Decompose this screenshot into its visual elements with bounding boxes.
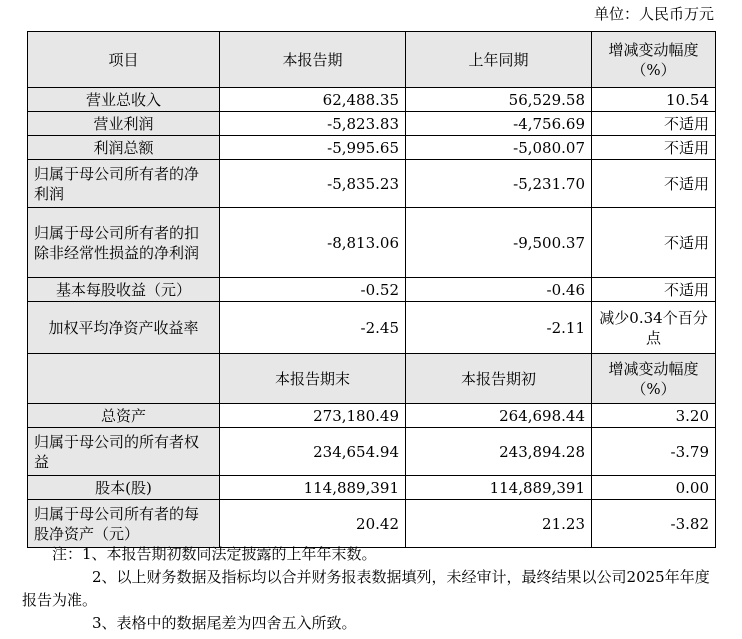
header-change-pct: 增减变动幅度 （%） (592, 354, 716, 404)
current-value: 62,488.35 (220, 88, 406, 112)
row-label: 归属于母公司所有者的扣除非经常性损益的净利润 (28, 208, 220, 278)
current-value: -2.45 (220, 302, 406, 354)
row-label: 归属于母公司所有者的净利润 (28, 160, 220, 208)
header-change-pct: 增减变动幅度 （%） (592, 32, 716, 88)
prior-value: -5,080.07 (406, 136, 592, 160)
prior-value: 264,698.44 (406, 404, 592, 428)
row-label: 营业利润 (28, 112, 220, 136)
row-label: 利润总额 (28, 136, 220, 160)
prior-value: -9,500.37 (406, 208, 592, 278)
current-value: 114,889,391 (220, 476, 406, 500)
change-value: 不适用 (592, 278, 716, 302)
current-value: 234,654.94 (220, 428, 406, 476)
header-period-start: 本报告期初 (406, 354, 592, 404)
table-row (28, 302, 716, 354)
change-value: 10.54 (592, 88, 716, 112)
prior-value: 21.23 (406, 500, 592, 548)
current-value: 20.42 (220, 500, 406, 548)
row-label: 归属于母公司所有者的每股净资产（元） (28, 500, 220, 548)
footnote-1: 注：1、本报告期初数同法定披露的上年年末数。 (52, 545, 377, 563)
change-value: 不适用 (592, 208, 716, 278)
footnote-2: 2、以上财务数据及指标均以合并财务报表数据填列，未经审计，最终结果以公司2025年年度报告为准。 (22, 568, 710, 609)
change-value: 不适用 (592, 112, 716, 136)
row-label: 归属于母公司的所有者权益 (28, 428, 220, 476)
unit-label: 单位：人民币万元 (593, 5, 714, 23)
change-value: -3.82 (592, 500, 716, 548)
current-value: -5,995.65 (220, 136, 406, 160)
table1-header-row (28, 32, 716, 88)
table-row (28, 136, 716, 160)
change-value: -3.79 (592, 428, 716, 476)
table-row (28, 500, 716, 548)
table-row (28, 476, 716, 500)
row-label: 总资产 (28, 404, 220, 428)
row-label: 加权平均净资产收益率 (28, 302, 220, 354)
prior-value: 114,889,391 (406, 476, 592, 500)
table-row (28, 278, 716, 302)
table-row (28, 88, 716, 112)
change-value: 不适用 (592, 160, 716, 208)
footnotes (22, 543, 722, 635)
change-value: 0.00 (592, 476, 716, 500)
current-value: 273,180.49 (220, 404, 406, 428)
table-row (28, 160, 716, 208)
header-current-period: 本报告期 (220, 32, 406, 88)
header-item: 项目 (28, 32, 220, 88)
current-value: -8,813.06 (220, 208, 406, 278)
table-row (28, 428, 716, 476)
current-value: -5,823.83 (220, 112, 406, 136)
header-item-blank (28, 354, 220, 404)
row-label: 基本每股收益（元） (28, 278, 220, 302)
header-prior-period: 上年同期 (406, 32, 592, 88)
prior-value: -2.11 (406, 302, 592, 354)
prior-value: 243,894.28 (406, 428, 592, 476)
row-label: 营业总收入 (28, 88, 220, 112)
prior-value: 56,529.58 (406, 88, 592, 112)
current-value: -5,835.23 (220, 160, 406, 208)
financial-table (27, 31, 716, 548)
table-row (28, 112, 716, 136)
change-value: 不适用 (592, 136, 716, 160)
row-label: 股本(股) (28, 476, 220, 500)
current-value: -0.52 (220, 278, 406, 302)
prior-value: -4,756.69 (406, 112, 592, 136)
footnote-3: 3、表格中的数据尾差为四舍五入所致。 (92, 614, 357, 632)
change-value: 减少0.34个百分点 (592, 302, 716, 354)
table-row (28, 208, 716, 278)
prior-value: -5,231.70 (406, 160, 592, 208)
prior-value: -0.46 (406, 278, 592, 302)
change-value: 3.20 (592, 404, 716, 428)
table-row (28, 404, 716, 428)
table2-header-row (28, 354, 716, 404)
header-period-end: 本报告期末 (220, 354, 406, 404)
